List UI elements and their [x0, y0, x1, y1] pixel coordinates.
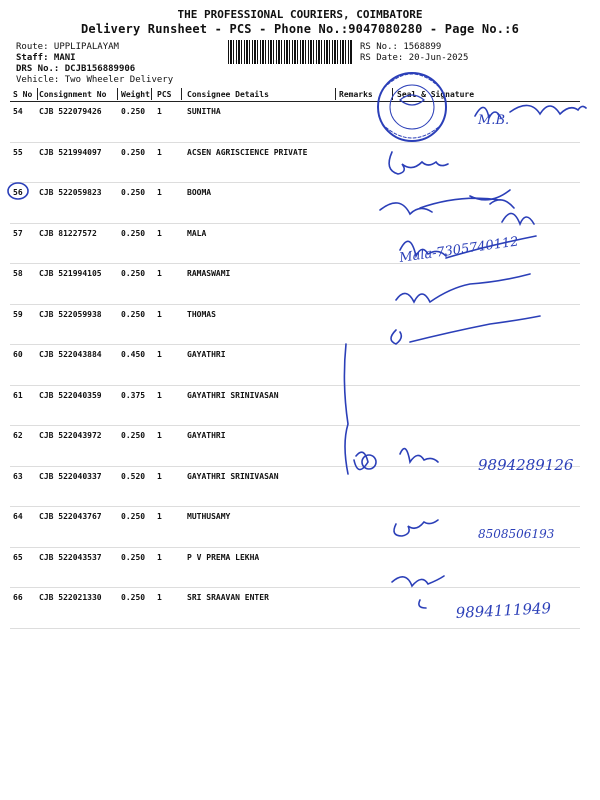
- route-label: Route: UPPLIPALAYAM: [16, 42, 119, 52]
- handwriting-mb: M.B.: [478, 113, 510, 128]
- drs-number: DRS No.: DCJB156889906: [16, 64, 136, 74]
- signature-row-64: [394, 520, 438, 536]
- row-pcs: 1: [154, 507, 184, 548]
- handwriting-phone-64: 8508506193: [478, 527, 555, 541]
- staff-label: Staff: MANI: [16, 53, 76, 63]
- row-sno: 61: [10, 385, 36, 426]
- row-consignee: MALA: [184, 223, 336, 264]
- row-consignee: RAMASWAMI: [184, 264, 336, 305]
- row-pcs: 1: [154, 588, 184, 629]
- row-weight: 0.250: [118, 102, 154, 143]
- row-weight: 0.250: [118, 142, 154, 183]
- row-consignment: CJB 522043884: [36, 345, 118, 386]
- row-consignment: CJB 522059823: [36, 183, 118, 224]
- row-pcs: 1: [154, 345, 184, 386]
- handwriting-phone-66: 9894111949: [455, 599, 552, 622]
- row-pcs: 1: [154, 264, 184, 305]
- signature-row-56: [380, 190, 534, 224]
- row-consignee: GAYATHRI SRINIVASAN: [184, 466, 336, 507]
- rs-number: RS No.: 1568899: [360, 42, 442, 52]
- row-consignee: BOOMA: [184, 183, 336, 224]
- row-consignment: CJB 522043972: [36, 426, 118, 467]
- row-sno: 59: [10, 304, 36, 345]
- signature-row-63: [400, 449, 438, 462]
- col-consignment: Consignment No: [36, 88, 118, 102]
- row-consignee: MUTHUSAMY: [184, 507, 336, 548]
- row-pcs: 1: [154, 102, 184, 143]
- row-sno: 65: [10, 547, 36, 588]
- row-sno: 54: [10, 102, 36, 143]
- row-weight: 0.250: [118, 304, 154, 345]
- row-pcs: 1: [154, 547, 184, 588]
- row-pcs: 1: [154, 304, 184, 345]
- row-pcs: 1: [154, 466, 184, 507]
- row-sno: 57: [10, 223, 36, 264]
- row-sno: 56: [10, 183, 36, 224]
- row-weight: 0.250: [118, 183, 154, 224]
- rs-date: RS Date: 20-Jun-2025: [360, 53, 469, 63]
- col-sno: S No: [10, 88, 36, 102]
- company-title: THE PROFESSIONAL COURIERS, COIMBATORE: [177, 8, 423, 21]
- row-consignment: CJB 81227572: [36, 223, 118, 264]
- row-consignment: CJB 522043537: [36, 547, 118, 588]
- row-weight: 0.250: [118, 588, 154, 629]
- col-remarks: Remarks: [336, 88, 394, 102]
- signature-row-58: [396, 274, 530, 302]
- row-sno: 63: [10, 466, 36, 507]
- row-weight: 0.250: [118, 507, 154, 548]
- row-consignee: GAYATHRI SRINIVASAN: [184, 385, 336, 426]
- row-sno: 64: [10, 507, 36, 548]
- row-consignee: GAYATHRI: [184, 345, 336, 386]
- col-weight: Weight: [118, 88, 154, 102]
- handwriting-phone-63: 9894289126: [478, 456, 574, 474]
- row-consignment: CJB 522021330: [36, 588, 118, 629]
- row-pcs: 1: [154, 223, 184, 264]
- row-sno: 62: [10, 426, 36, 467]
- row-sno: 60: [10, 345, 36, 386]
- company-stamp: [378, 73, 446, 141]
- row-consignment: CJB 521994097: [36, 142, 118, 183]
- row-consignment: CJB 522043767: [36, 507, 118, 548]
- row-consignee: GAYATHRI: [184, 426, 336, 467]
- row-pcs: 1: [154, 426, 184, 467]
- row-weight: 0.375: [118, 385, 154, 426]
- row-weight: 0.250: [118, 547, 154, 588]
- col-pcs: PCS: [154, 88, 184, 102]
- handwriting-mala-phone: Mala-7305740112: [398, 234, 520, 266]
- row-pcs: 1: [154, 183, 184, 224]
- row-consignee: P V PREMA LEKHA: [184, 547, 336, 588]
- row-consignee: SRI SRAAVAN ENTER: [184, 588, 336, 629]
- row-consignment: CJB 522059938: [36, 304, 118, 345]
- row-weight: 0.250: [118, 223, 154, 264]
- row-weight: 0.250: [118, 264, 154, 305]
- row-sno: 55: [10, 142, 36, 183]
- delivery-bracket: [344, 344, 368, 474]
- signature-row-59: [391, 316, 540, 344]
- row-consignee: THOMAS: [184, 304, 336, 345]
- row-pcs: 1: [154, 142, 184, 183]
- signature-row-65: [392, 576, 444, 608]
- row-consignment: CJB 522040337: [36, 466, 118, 507]
- runsheet-subtitle: Delivery Runsheet - PCS - Phone No.:9047080280 - Page No.:6: [80, 22, 520, 36]
- row-consignee: ACSEN AGRISCIENCE PRIVATE: [184, 142, 336, 183]
- col-signature: Seal & Signature: [394, 88, 580, 102]
- circled-check-mark: [362, 455, 376, 469]
- vehicle-label: Vehicle: Two Wheeler Delivery: [16, 75, 174, 85]
- row-pcs: 1: [154, 385, 184, 426]
- row-sno: 58: [10, 264, 36, 305]
- circled-row-mark: [8, 183, 28, 199]
- row-consignment: CJB 521994105: [36, 264, 118, 305]
- row-weight: 0.450: [118, 345, 154, 386]
- row-consignee: SUNITHA: [184, 102, 336, 143]
- row-weight: 0.520: [118, 466, 154, 507]
- signature-row-55: [389, 152, 448, 174]
- row-sno: 66: [10, 588, 36, 629]
- row-weight: 0.250: [118, 426, 154, 467]
- row-consignment: CJB 522079426: [36, 102, 118, 143]
- col-consignee: Consignee Details: [184, 88, 336, 102]
- row-consignment: CJB 522040359: [36, 385, 118, 426]
